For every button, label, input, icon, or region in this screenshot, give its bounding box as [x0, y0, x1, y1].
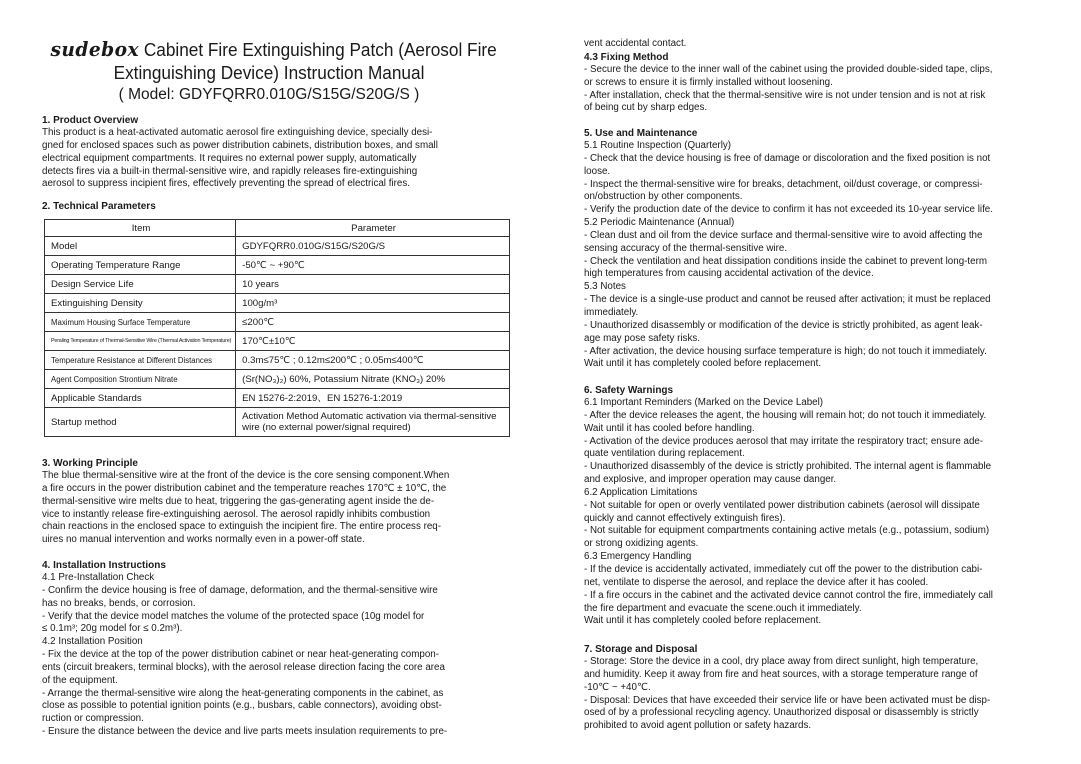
text-line: vice to instantly release fire-extinguishing aerosol. The aerosol rapidly inhibits combustion [42, 508, 431, 520]
document-title-line-1 [50, 37, 497, 61]
model-line: ( Model: GDYFQRR0.010G/S15G/S20G/S ) [118, 86, 420, 103]
text-line: or screws to ensure it is firmly installed without loosening. [584, 76, 833, 88]
text-line: ruction or compression. [42, 713, 144, 725]
table-cell-param: EN 15276-2:2019、EN 15276-1:2019 [236, 389, 510, 408]
text-line: Wait until it has completely cooled before replacement. [584, 615, 822, 627]
text-line: The blue thermal-sensitive wire at the front of the device is the core sensing component.When [42, 470, 450, 481]
table-cell-item: Applicable Standards [45, 389, 236, 408]
table-row [45, 256, 510, 275]
text-line: - Storage: Store the device in a cool, dry place away from direct sunlight, high temperature, [584, 656, 979, 667]
table-cell-item: Startup method [45, 408, 236, 437]
text-line: - Activation of the device produces aerosol that may irritate the respiratory tract; ensure ade- [584, 435, 984, 447]
table-cell-param: 170℃±10℃ [236, 332, 510, 351]
section-product-overview [42, 114, 514, 191]
parameters-table [44, 219, 510, 437]
text-line: - Secure the device to the inner wall of the cabinet using the provided double-sided tape, clips, [584, 63, 993, 75]
table-row [45, 408, 510, 437]
text-line: and explosive, and improper operation may cause danger. [584, 474, 837, 486]
text-line: - If a fire occurs in the cabinet and the activated device cannot control the fire, immediately call [584, 589, 993, 601]
table-cell-param: -50℃ ~ +90℃ [236, 256, 510, 275]
table-cell-param: 0.3m≤75℃ ; 0.12m≤200℃ ; 0.05m≤400℃ [236, 351, 510, 370]
table-row [45, 275, 510, 294]
section-heading: 1. Product Overview [42, 115, 139, 126]
subsection-heading: 4.2 Installation Position [42, 636, 143, 648]
section-heading: 7. Storage and Disposal [584, 644, 698, 655]
subsection-heading: 4.3 Fixing Method [584, 51, 669, 63]
text-line: chain reactions in the enclosed space to extinguish the incipient fire. The entire process req- [42, 521, 441, 533]
subsection-heading: 4.1 Pre-Installation Check [42, 572, 155, 583]
text-line: on/obstruction by other components. [584, 191, 743, 203]
section-safety-warnings [584, 384, 1056, 628]
text-line: - If the device is accidentally activated, immediately cut off the power to the distribution cabi- [584, 563, 983, 575]
text-line: gned for enclosed spaces such as power distribution cabinets, distribution boxes, and small [42, 139, 438, 151]
text-line: thermal-sensitive wire melts due to heat, triggering the gas-generating agent inside the de- [42, 495, 435, 507]
table-row [45, 351, 510, 370]
text-line: -10℃ ~ +40℃. [584, 681, 651, 693]
subsection-heading: 6.3 Emergency Handling [584, 551, 692, 563]
table-cell-item: Temperature Resistance at Different Distances [45, 351, 236, 370]
text-line: the fire department and evacuate the scene.ouch it immediately. [584, 602, 862, 614]
text-line: - Not suitable for open or overly ventilated power distribution cabinets (aerosol will dissipate [584, 499, 980, 511]
table-cell-item: Peraling Temperature of Thermal-Sensitive Wire (Thermal Activation Temperature) [45, 332, 236, 351]
text-line: Wait until it has completely cooled before replacement. [584, 358, 822, 370]
table-cell-item: Operating Temperature Range [45, 256, 236, 275]
table-row [45, 237, 510, 256]
section-installation [42, 559, 514, 739]
table-row [45, 370, 510, 389]
table-cell-param: 10 years [236, 275, 510, 294]
text-line: detects fires via a built-in thermal-sensitive wire, and rapidly releases fire-extinguishing [42, 165, 418, 177]
table-row [45, 294, 510, 313]
text-line: aerosol to suppress incipient fires, effectively preventing the spread of electrical fires. [42, 178, 410, 190]
table-cell-item: Design Service Life [45, 275, 236, 294]
section-heading: 5. Use and Maintenance [584, 128, 698, 139]
text-line: of the equipment. [42, 674, 118, 686]
text-line: - After activation, the device housing surface temperature is high; do not touch it immediately. [584, 345, 987, 357]
text-line: - Verify that the device model matches the volume of the protected space (10g model for [42, 610, 425, 622]
left-column [42, 114, 514, 191]
text-line: - The device is a single-use product and cannot be reused after activation; it must be replaced [584, 294, 991, 306]
text-line: osed of by a professional recycling agency. Unauthorized disposal or disassembly is strictly [584, 707, 979, 719]
section-installation-continued [584, 38, 1056, 115]
text-line: - Ensure the distance between the device and live parts meets insulation requirements to pre- [42, 726, 448, 738]
text-line: - After installation, check that the thermal-sensitive wire is not under tension and is not at risk [584, 89, 986, 101]
text-line: electrical equipment compartments. It requires no external power supply, automatically [42, 152, 417, 164]
text-line: prohibited to avoid agent pollution or safety hazards. [584, 720, 812, 732]
text-line: loose. [584, 165, 611, 177]
text-line: - Disposal: Devices that have exceeded their service life or have been activated must be disp- [584, 694, 991, 706]
subsection-heading: 5.2 Periodic Maintenance (Annual) [584, 217, 735, 229]
text-line: or strong oxidizing agents. [584, 538, 699, 550]
text-line: high temperatures from causing accidental activation of the device. [584, 268, 874, 280]
section-storage-disposal [584, 643, 1056, 733]
document-title-line-2: Extinguishing Device) Instruction Manual [113, 62, 425, 83]
text-line: - Fix the device at the top of the power distribution cabinet or near heat-generating compon- [42, 649, 440, 661]
text-line: - Check the ventilation and heat dissipation conditions inside the cabinet to prevent long-term [584, 255, 988, 267]
text-line: This product is a heat-activated automatic aerosol fire extinguishing device, specially desi- [42, 127, 433, 138]
text-line: uires no manual intervention and works normally even in a power-off state. [42, 534, 365, 546]
table-cell-item: Extinguishing Density [45, 294, 236, 313]
text-line: - Unauthorized disassembly of the device is strictly prohibited. The internal agent is flammable [584, 461, 992, 473]
table-header-item: Item [45, 220, 236, 237]
text-line: of being cut by sharp edges. [584, 102, 708, 114]
text-line: - Confirm the device housing is free of damage, deformation, and the thermal-sensitive wire [42, 584, 438, 596]
table-row [45, 332, 510, 351]
table-cell-item: Maximum Housing Surface Temperature [45, 313, 236, 332]
text-line: quate ventilation during replacement. [584, 448, 745, 460]
table-cell-param: 100g/m³ [236, 294, 510, 313]
section-heading: 4. Installation Instructions [42, 560, 166, 571]
table-row [45, 313, 510, 332]
text-line: ≤ 0.1m³; 20g model for ≤ 0.2m³). [42, 623, 183, 635]
text-line: net, ventilate to disperse the aerosol, and replace the device after it has cooled. [584, 576, 929, 588]
document-title-block [34, 38, 504, 105]
text-line: - After the device releases the agent, the housing will remain hot; do not touch it immediately. [584, 409, 987, 421]
table-header-parameter: Parameter [236, 220, 510, 237]
text-line: has no breaks, bends, or corrosion. [42, 597, 196, 609]
table-cell-param: GDYFQRR0.010G/S15G/S20G/S [236, 237, 510, 256]
section-technical-parameters [42, 200, 514, 437]
table-cell-item: Agent Composition Strontium Nitrate [45, 370, 236, 389]
subsection-heading: 5.1 Routine Inspection (Quarterly) [584, 140, 732, 151]
table-cell-param: ≤200℃ [236, 313, 510, 332]
table-cell-item: Model [45, 237, 236, 256]
text-line: age may pose safety risks. [584, 332, 700, 344]
text-line: - Clean dust and oil from the device surface and thermal-sensitive wire to avoid affecting the [584, 229, 983, 241]
table-cell-param: Activation Method Automatic activation via thermal-sensitive wire (no external power/signal required) [236, 408, 510, 437]
text-line: a fire occurs in the power distribution cabinet and the temperature reaches 170℃ ± 10℃, the [42, 482, 447, 494]
text-line: - Verify the production date of the device to confirm it has not exceeded its 10-year service life. [584, 204, 993, 216]
text-line: Wait until it has cooled before handling. [584, 422, 755, 434]
subsection-heading: 6.1 Important Reminders (Marked on the Device Label) [584, 397, 824, 408]
subsection-heading: 5.3 Notes [584, 281, 626, 293]
subsection-heading: 6.2 Application Limitations [584, 486, 698, 498]
table-cell-param: (Sr(NO₃)₂) 60%, Potassium Nitrate (KNO₃) 20% [236, 370, 510, 389]
table-header-row [45, 220, 510, 237]
title-text-1: Cabinet Fire Extinguishing Patch (Aerosol Fire [143, 39, 497, 60]
section-heading: 6. Safety Warnings [584, 385, 674, 396]
text-line: - Inspect the thermal-sensitive wire for breaks, detachment, oil/dust coverage, or compressi- [584, 178, 983, 190]
text-line: immediately. [584, 306, 639, 318]
section-working-principle [42, 457, 514, 547]
text-line: - Not suitable for equipment compartments containing active metals (e.g., potassium, sodium) [584, 525, 990, 537]
text-line: vent accidental contact. [584, 38, 687, 49]
text-line: ents (circuit breakers, terminal blocks), with the aerosol release direction facing the core area [42, 661, 445, 673]
text-line: - Check that the device housing is free of damage or discoloration and the fixed position is not [584, 152, 991, 164]
text-line: - Unauthorized disassembly or modification of the device is strictly prohibited, as agent leak- [584, 319, 983, 331]
brand-logo: sudebox [50, 37, 140, 61]
text-line: quickly and cannot effectively extinguish fires). [584, 512, 786, 524]
section-heading: 2. Technical Parameters [42, 201, 156, 212]
text-line: and humidity. Keep it away from fire and heat sources, with a storage temperature range of [584, 668, 978, 680]
section-heading: 3. Working Principle [42, 458, 138, 469]
text-line: close as possible to potential ignition points (e.g., busbars, cable connectors), avoiding obst- [42, 700, 442, 712]
table-row [45, 389, 510, 408]
text-line: - Arrange the thermal-sensitive wire along the heat-generating components in the cabinet, as [42, 687, 444, 699]
text-line: sensing accuracy of the thermal-sensitive wire. [584, 242, 788, 254]
section-use-maintenance [584, 127, 1056, 371]
